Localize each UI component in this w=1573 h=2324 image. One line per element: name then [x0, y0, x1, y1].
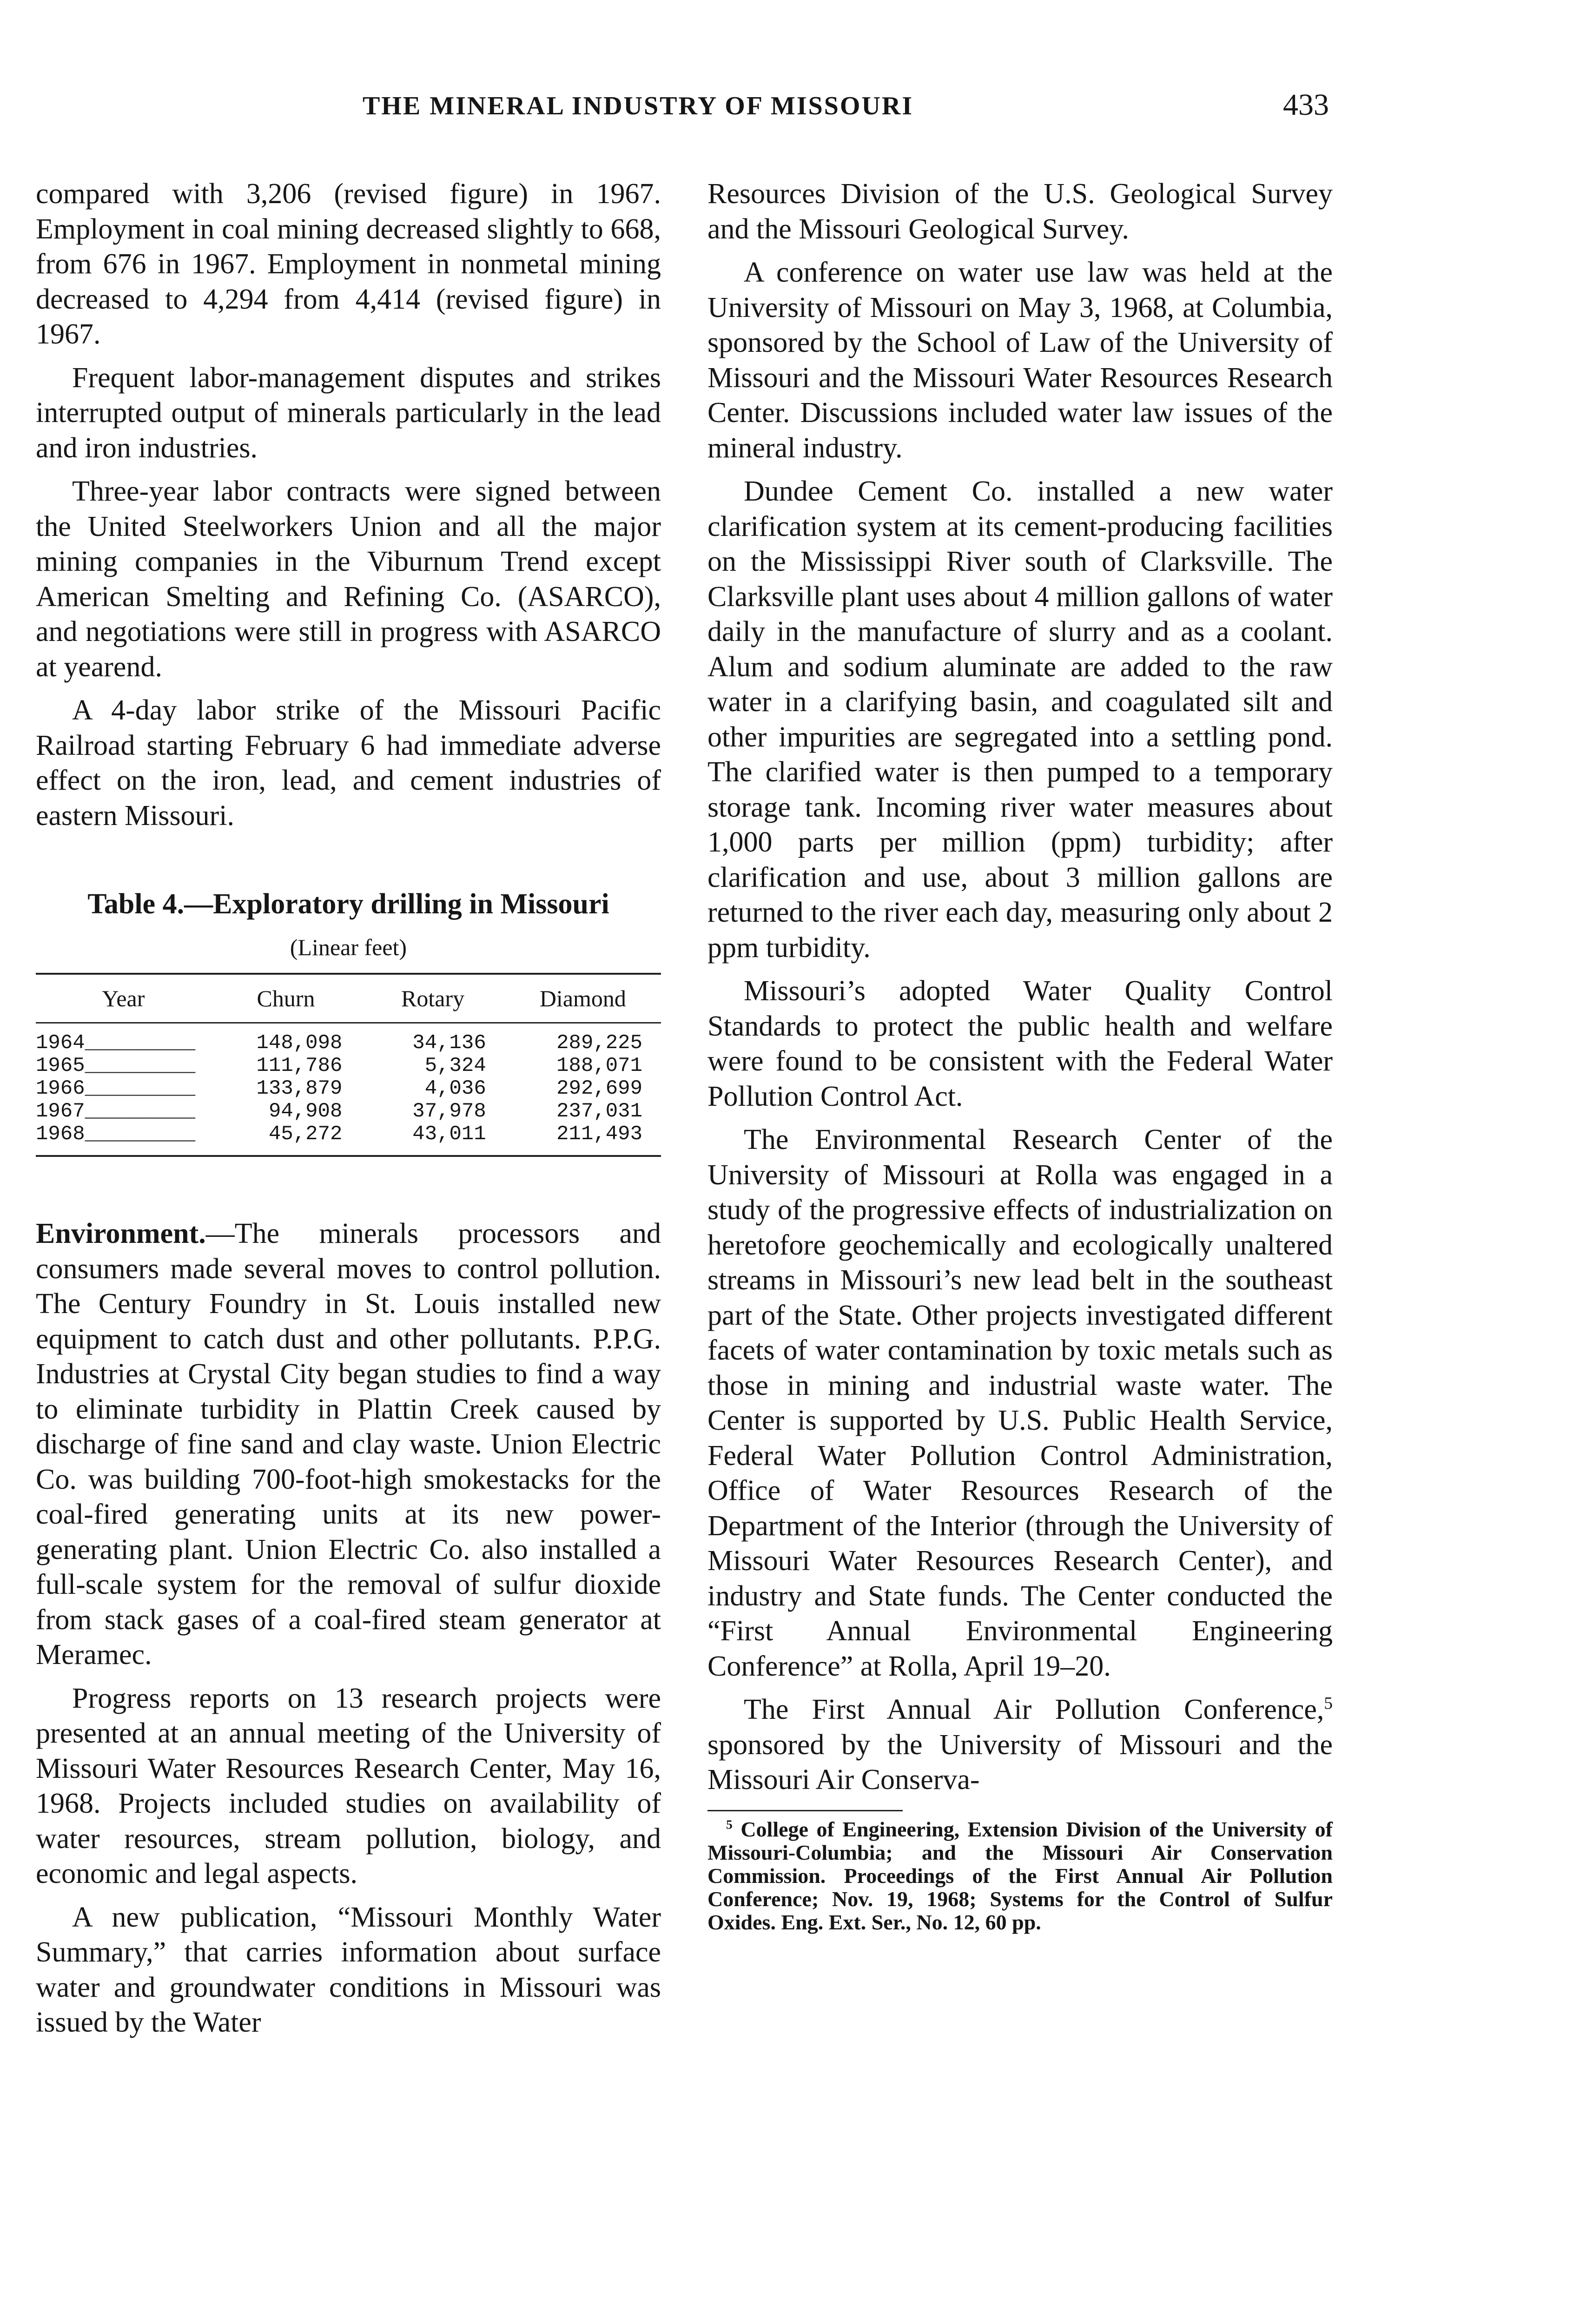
cell-diamond: 211,493: [505, 1123, 661, 1156]
cell-churn: 111,786: [256, 1054, 343, 1077]
cell-year: 1967_________: [36, 1100, 196, 1123]
paragraph-text: The First Annual Air Pollution Conference,: [744, 1694, 1324, 1725]
cell-churn: 45,272: [211, 1123, 361, 1156]
page-number: 433: [1283, 88, 1329, 122]
column-header-rotary: Rotary: [361, 974, 504, 1023]
cell-diamond: 289,225: [556, 1031, 642, 1055]
cell-year: 1968_________: [36, 1123, 211, 1156]
paragraph: Missouri’s adopted Water Quality Control Standards to protect the public health and welfare were found to be consistent with the Federal Water Pollution Control Act.: [707, 975, 1333, 1112]
cell-year: 1966_________: [36, 1077, 196, 1100]
cell-diamond: 237,031: [556, 1100, 642, 1123]
paragraph: Resources Division of the U.S. Geological Survey and the Missouri Geological Survey.: [707, 178, 1333, 245]
drilling-table: [36, 973, 661, 1157]
cell-rotary: 43,011: [361, 1123, 504, 1156]
table-row: [36, 1123, 661, 1156]
column-header-diamond: Diamond: [505, 974, 661, 1023]
right-column: [707, 177, 1333, 1934]
footnote-divider: [707, 1810, 903, 1811]
column-header-churn: Churn: [211, 974, 361, 1023]
cell-diamond: 188,071: [556, 1054, 642, 1077]
cell-rotary: 5,324: [424, 1054, 486, 1077]
environment-heading: Environment.: [36, 1218, 206, 1249]
paragraph-text: sponsored by the University of Missouri and the Missouri Air Conserva-: [707, 1729, 1333, 1796]
paragraph: [707, 1692, 1333, 1798]
left-column: [36, 177, 661, 2049]
environment-text: —The minerals processors and consumers made several moves to control pollution. The Century Foundry in St. Louis installed new equipment to catch dust and other pollutants. P.P.G. Industries at Crystal City began studies to find a way to eliminate turbidity in Plattin Creek caused by discharge of fine sand and clay waste. Union Electric Co. was building 700-foot-high smokestacks for the coal-fired generating units at its new power-generating plant. Union Electric Co. also installed a full-scale system for the removal of sulfur dioxide from stack gases of a coal-fired steam generator at Meramec.: [36, 1218, 661, 1670]
table-4: [36, 885, 661, 1157]
cell-churn: 133,879: [256, 1077, 343, 1100]
footnote: [707, 1818, 1333, 1934]
cell-churn: 94,908: [268, 1100, 343, 1123]
cell-year: 1964_________: [36, 1031, 196, 1055]
table-row: [36, 1023, 661, 1055]
table-row: [36, 1055, 661, 1077]
paragraph: A new publication, “Missouri Monthly Water Summary,” that carries information about surface water and groundwater conditions in Missouri was issued by the Water: [36, 1901, 661, 2038]
footnote-text: College of Engineering, Extension Division of the University of Missouri-Columbia; and the Missouri Air Conservation Commission. Proceedings of the First Annual Air Pollution Conference; Nov. 19, 1968; Systems for the Control of Sulfur Oxides. Eng. Ext. Ser., No. 12, 60 pp.: [707, 1817, 1333, 1934]
cell-rotary: 4,036: [424, 1077, 486, 1100]
paragraph: Progress reports on 13 research projects were presented at an annual meeting of the University of Missouri Water Resources Research Center, May 16, 1968. Projects included studies on availability of water resources, stream pollution, biology, and economic and legal aspects.: [36, 1682, 661, 1889]
paragraph: The Environmental Research Center of the University of Missouri at Rolla was engaged in a study of the progressive effects of industrialization on heretofore geochemically and ecologically unaltered streams in Missouri’s new lead belt in the southeast part of the State. Other projects investigated different facets of water contamination by toxic metals such as those in mining and industrial waste water. The Center is supported by U.S. Public Health Service, Federal Water Pollution Control Administration, Office of Water Resources Research of the Department of the Interior (through the University of Missouri Water Resources Research Center), and industry and State funds. The Center conducted the “First Annual Environmental Engineering Conference” at Rolla, April 19–20.: [707, 1124, 1333, 1682]
table-subtitle: (Linear feet): [290, 934, 407, 960]
running-title: THE MINERAL INDUSTRY OF MISSOURI: [363, 92, 914, 120]
table-row: [36, 1100, 661, 1123]
cell-diamond: 292,699: [556, 1077, 642, 1100]
paragraph: A 4-day labor strike of the Missouri Pacific Railroad starting February 6 had immediate adverse effect on the iron, lead, and cement industries of eastern Missouri.: [36, 694, 661, 832]
footnote-reference[interactable]: 5: [1324, 1694, 1333, 1713]
footnote-mark: 5: [726, 1817, 733, 1832]
paragraph: A conference on water use law was held at the University of Missouri on May 3, 1968, at Columbia, sponsored by the School of Law of the University of Missouri and the Missouri Water Resources Research Center. Discussions included water law issues of the mineral industry.: [707, 257, 1333, 464]
paragraph: compared with 3,206 (revised figure) in 1967. Employment in coal mining decreased slightly to 668, from 676 in 1967. Employment in nonmetal mining decreased to 4,294 from 4,414 (revised figure) in 1967.: [36, 178, 661, 350]
table-title: Table 4.—Exploratory drilling in Missouri: [87, 888, 609, 920]
paragraph: Three-year labor contracts were signed between the United Steelworkers Union and all the major mining companies in the Viburnum Trend except American Smelting and Refining Co. (ASARCO), and negotiations were still in progress with ASARCO at yearend.: [36, 475, 661, 683]
paragraph-environment: [36, 1216, 661, 1673]
paragraph: Frequent labor-management disputes and strikes interrupted output of minerals particularly in the lead and iron industries.: [36, 362, 661, 464]
cell-rotary: 37,978: [412, 1100, 486, 1123]
table-header-row: [36, 974, 661, 1023]
running-head: [0, 88, 1573, 128]
column-header-year: Year: [36, 974, 211, 1023]
paragraph: Dundee Cement Co. installed a new water clarification system at its cement-producing facilities on the Mississippi River south of Clarksville. The Clarksville plant uses about 4 million gallons of water daily in the manufacture of slurry and as a coolant. Alum and sodium aluminate are added to the raw water in a clarifying basin, and coagulated silt and other impurities are segregated into a settling pond. The clarified water is then pumped to a temporary storage tank. Incoming river water measures about 1,000 parts per million (ppm) turbidity; after clarification and use, about 3 million gallons are returned to the river each day, measuring only about 2 ppm turbidity.: [707, 475, 1333, 964]
cell-churn: 148,098: [256, 1031, 343, 1055]
cell-year: 1965_________: [36, 1054, 196, 1077]
cell-rotary: 34,136: [412, 1031, 486, 1055]
table-row: [36, 1077, 661, 1100]
